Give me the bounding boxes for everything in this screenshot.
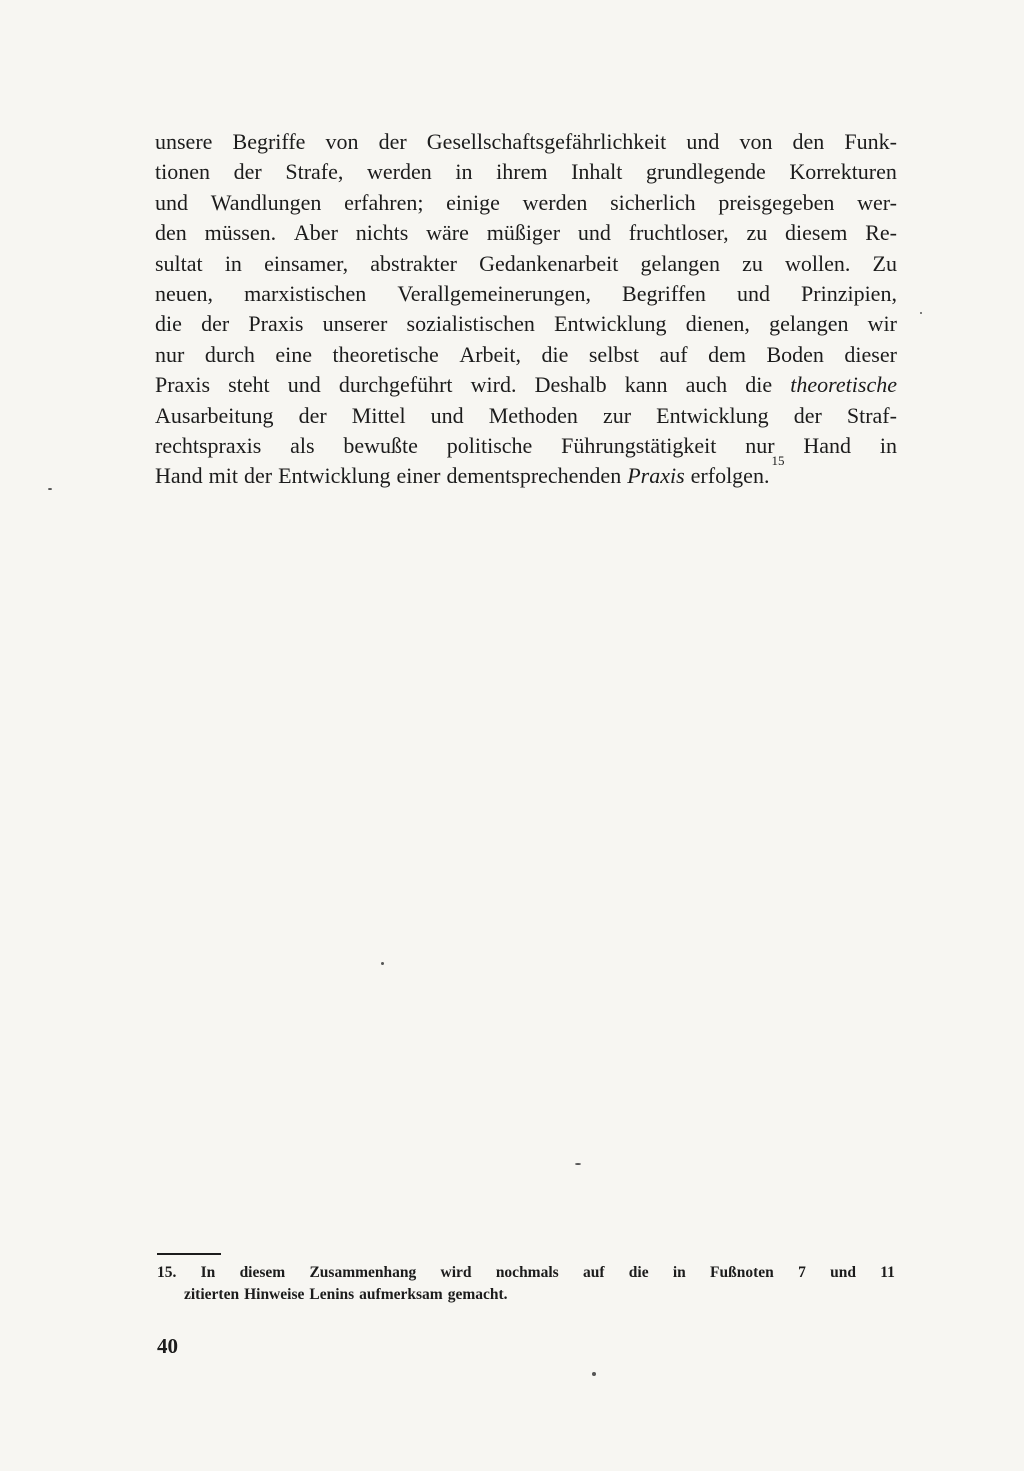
word: Wandlungen xyxy=(210,189,322,215)
word: als xyxy=(290,432,315,458)
footnote-word: Fußnoten xyxy=(710,1264,774,1281)
word: einer xyxy=(396,463,441,489)
word: Zu xyxy=(872,250,897,276)
word: einsamer, xyxy=(264,250,349,276)
word: Praxis xyxy=(248,311,304,337)
word: Arbeit, xyxy=(459,341,522,367)
footnote-word: Hinweise xyxy=(244,1286,305,1303)
footnote-word: in xyxy=(672,1264,686,1281)
footnote-word: wird xyxy=(440,1264,472,1281)
word: Korrekturen xyxy=(789,159,897,185)
word: Begriffe xyxy=(232,129,306,154)
word: einige xyxy=(446,189,500,215)
word: steht xyxy=(228,372,270,398)
word: diesem xyxy=(785,220,848,246)
word: die xyxy=(745,372,773,398)
word: preisgegeben xyxy=(718,189,835,215)
word: Inhalt xyxy=(571,159,623,185)
word: zur xyxy=(603,402,632,428)
word: wir xyxy=(867,311,897,337)
word: wollen. xyxy=(784,250,851,276)
text-line xyxy=(155,188,897,218)
word: und xyxy=(736,280,770,306)
word: Mittel xyxy=(351,402,406,428)
word: fruchtloser, xyxy=(628,220,729,246)
word: neuen, xyxy=(155,280,214,306)
word: Funk- xyxy=(844,129,897,154)
footnote-reference[interactable]: 15 xyxy=(771,453,785,469)
word: erfahren; xyxy=(344,189,424,215)
footnote-15 xyxy=(157,1262,895,1306)
footnote-word: und xyxy=(830,1264,856,1281)
word: wird. xyxy=(470,372,517,398)
word: theoretische xyxy=(790,372,897,398)
word: dienen, xyxy=(685,311,750,337)
scan-speck xyxy=(381,962,384,965)
word: mit xyxy=(208,463,238,489)
word: zu xyxy=(742,250,763,276)
word: nichts xyxy=(355,220,409,246)
word: Entwicklung xyxy=(656,402,769,428)
word: werden xyxy=(367,159,432,185)
word: in xyxy=(455,159,473,185)
word: und xyxy=(577,220,611,246)
footnote-word: die xyxy=(628,1264,649,1281)
word: auch xyxy=(685,372,728,398)
word: Praxis xyxy=(627,463,685,489)
footnote-word: auf xyxy=(582,1264,605,1281)
word: Hand xyxy=(155,463,203,489)
word: und xyxy=(686,129,720,154)
scan-speck xyxy=(575,1163,581,1165)
word: selbst xyxy=(588,341,639,367)
scan-speck xyxy=(920,312,922,314)
scan-speck xyxy=(48,488,52,490)
word: gelangen xyxy=(769,311,849,337)
footnote-word: gemacht. xyxy=(447,1286,508,1303)
word: und xyxy=(287,372,321,398)
word: der xyxy=(793,402,822,428)
word: sozialistischen xyxy=(406,311,535,337)
text-line xyxy=(155,127,897,157)
word: dieser xyxy=(844,341,897,367)
word: Straf- xyxy=(846,402,897,428)
word: müßiger xyxy=(486,220,561,246)
word: die xyxy=(541,341,569,367)
text-line xyxy=(155,279,897,309)
word: Aber xyxy=(293,220,338,246)
word: abstrakter xyxy=(370,250,457,276)
footnote-separator xyxy=(157,1253,221,1255)
word: kann xyxy=(624,372,668,398)
word: die xyxy=(155,311,182,337)
footnote-word: 7 xyxy=(798,1264,806,1281)
scan-speck xyxy=(592,1372,596,1376)
footnote-word: nochmals xyxy=(495,1264,559,1281)
word: wer- xyxy=(857,189,897,215)
word: wäre xyxy=(426,220,469,246)
word: Verallgemeinerungen, xyxy=(397,280,591,306)
footnote-word: Zusammenhang xyxy=(309,1264,417,1281)
word: der xyxy=(233,159,262,185)
text-line xyxy=(155,431,897,461)
word: gelangen xyxy=(640,250,720,276)
word: Praxis xyxy=(155,372,210,398)
word: nur xyxy=(745,432,775,458)
word: der xyxy=(244,463,273,489)
word: von xyxy=(739,129,773,154)
word: werden xyxy=(522,189,588,215)
word: tionen xyxy=(155,159,210,185)
word: Entwicklung xyxy=(554,311,667,337)
text-line xyxy=(155,157,897,187)
text-line xyxy=(155,370,897,400)
word: Führungstätigkeit xyxy=(561,432,717,458)
footnote-word: In xyxy=(200,1264,216,1281)
word: auf xyxy=(659,341,688,367)
footnote-word: diesem xyxy=(239,1264,286,1281)
footnote-word: Lenins xyxy=(309,1286,355,1303)
word: und xyxy=(155,189,188,215)
footnote-line xyxy=(157,1262,895,1284)
word: grundlegende xyxy=(646,159,766,185)
body-paragraph xyxy=(155,127,897,492)
word: Strafe, xyxy=(285,159,344,185)
word: Methoden xyxy=(488,402,578,428)
word: sicherlich xyxy=(610,189,696,215)
word: von xyxy=(325,129,359,154)
word: sultat xyxy=(155,250,203,276)
word: der xyxy=(378,129,407,154)
text-line xyxy=(155,218,897,248)
word: Gedankenarbeit xyxy=(479,250,619,276)
footnote-word: 15. xyxy=(157,1264,177,1281)
word: der xyxy=(298,402,327,428)
word: unserer xyxy=(322,311,388,337)
word: unsere xyxy=(155,129,213,154)
footnote-line xyxy=(157,1284,895,1306)
word: eine xyxy=(275,341,313,367)
footnote-word: zitierten xyxy=(184,1286,240,1303)
word: Boden xyxy=(766,341,824,367)
word: und xyxy=(430,402,464,428)
word: zu xyxy=(746,220,768,246)
footnote-word: 11 xyxy=(880,1264,895,1281)
text-line xyxy=(155,249,897,279)
word: Begriffen xyxy=(622,280,706,306)
word: Entwicklung xyxy=(278,463,391,489)
word: Deshalb xyxy=(534,372,607,398)
footnote-word: aufmerksam xyxy=(359,1286,443,1303)
word: durch xyxy=(204,341,255,367)
word: Re- xyxy=(865,220,897,246)
word: Gesellschaftsgefährlichkeit xyxy=(426,129,667,154)
word: marxistischen xyxy=(244,280,367,306)
word: theoretische xyxy=(332,341,439,367)
word: politische xyxy=(446,432,533,458)
page-number: 40 xyxy=(157,1334,178,1358)
word: rechtspraxis xyxy=(155,432,262,458)
word: den xyxy=(792,129,825,154)
word: dementsprechenden xyxy=(446,463,622,489)
word: Ausarbeitung xyxy=(155,402,274,428)
text-line xyxy=(155,453,897,491)
word: der xyxy=(201,311,230,337)
word: ihrem xyxy=(496,159,548,185)
word: dem xyxy=(708,341,746,367)
word: nur xyxy=(155,341,185,367)
word: in xyxy=(224,250,242,276)
text-line xyxy=(155,309,897,339)
word: müssen. xyxy=(204,220,277,246)
word: Hand xyxy=(803,432,851,458)
word: Prinzipien, xyxy=(801,280,897,306)
text-line xyxy=(155,401,897,431)
word: erfolgen. xyxy=(690,463,770,489)
word: bewußte xyxy=(343,432,418,458)
word: durchgeführt xyxy=(338,372,453,398)
word: in xyxy=(879,432,897,458)
text-line xyxy=(155,340,897,370)
word: den xyxy=(155,220,187,246)
